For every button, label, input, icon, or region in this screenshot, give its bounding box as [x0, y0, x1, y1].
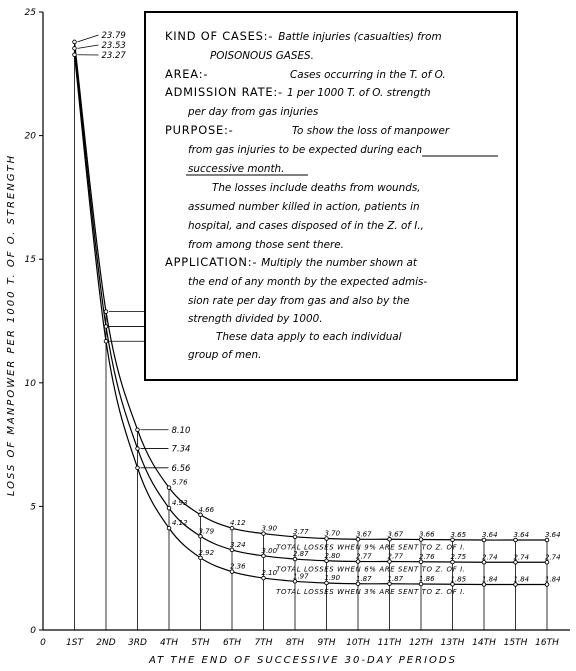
data-label: 4.12 — [230, 519, 246, 528]
info-purpose-line-2: from gas injuries to be expected during each — [188, 144, 423, 156]
y-tick-label: 10 — [24, 378, 36, 389]
data-point — [136, 428, 140, 432]
info-admission-line-2: per day from gas injuries — [188, 106, 319, 118]
data-label: 1.87 — [387, 574, 404, 583]
data-label: 3.79 — [198, 527, 215, 536]
data-label: 3.65 — [450, 530, 467, 539]
data-point — [136, 466, 140, 470]
x-tick-label: 10TH — [346, 638, 370, 648]
data-label: 1.86 — [419, 575, 435, 584]
data-label: 2.75 — [450, 553, 467, 562]
data-label: 23.27 — [101, 51, 126, 61]
data-point — [136, 447, 140, 451]
data-point — [73, 47, 77, 51]
info-admission-line: ADMISSION RATE:- 1 per 1000 T. of O. strength — [165, 85, 431, 99]
data-point — [104, 325, 108, 329]
data-point — [167, 526, 171, 530]
data-label: 23.79 — [101, 31, 126, 41]
data-label: 1.97 — [293, 572, 309, 581]
x-axis-title: AT THE END OF SUCCESSIVE 30-DAY PERIODS — [149, 655, 457, 666]
x-tick-label: 2ND — [96, 638, 116, 648]
data-label: 3.64 — [513, 531, 530, 540]
x-tick-label: 3RD — [128, 638, 147, 648]
x-tick-label: 4TH — [160, 638, 178, 648]
info-kind-big: POISONOUS GASES. — [210, 50, 314, 62]
x-tick-label: 11TH — [377, 638, 402, 648]
data-label: 2.74 — [482, 553, 498, 562]
x-tick-label: 15TH — [503, 638, 528, 648]
data-label: 2.92 — [198, 548, 215, 557]
info-losses-line-4: from among those sent there. — [188, 239, 344, 251]
x-tick-label: 12TH — [409, 638, 433, 648]
data-label: 4.12 — [172, 519, 188, 528]
data-label: 2.80 — [324, 551, 341, 560]
info-losses-line-2: assumed number killed in action, patients in — [188, 201, 420, 213]
x-tick-label: 16TH — [535, 638, 559, 648]
x-tick-label: 0 — [40, 638, 46, 648]
data-label: 4.66 — [198, 505, 215, 514]
info-kind-line: KIND OF CASES:- Battle injuries (casualties) from — [165, 29, 442, 43]
y-tick-label: 0 — [30, 626, 36, 636]
info-application-line-2: the end of any month by the expected admis- — [188, 276, 428, 288]
data-label: 7.34 — [171, 444, 191, 455]
info-application-line-6: group of men. — [188, 349, 262, 361]
data-label: 2.74 — [513, 553, 530, 562]
data-label: 3.90 — [261, 524, 278, 533]
series-caption-1: TOTAL LOSSES WHEN 9% ARE SENT TO Z. OF I. — [276, 543, 466, 552]
data-label: 8.10 — [171, 425, 191, 436]
data-point — [73, 40, 77, 44]
x-tick-labels — [40, 638, 559, 648]
data-label: 2.10 — [261, 569, 278, 578]
data-label: 3.70 — [324, 529, 341, 538]
data-label: 3.24 — [230, 540, 246, 549]
data-label: 2.77 — [387, 552, 404, 561]
data-point — [104, 339, 108, 343]
data-label-leader — [78, 35, 99, 42]
x-tick-label: 8TH — [286, 638, 304, 648]
info-box — [145, 12, 517, 380]
data-label: 3.67 — [387, 530, 404, 539]
x-tick-label: 13TH — [440, 638, 465, 648]
x-tick-label: 14TH — [472, 638, 496, 648]
data-label: 2.87 — [293, 550, 309, 559]
data-label: 4.93 — [172, 499, 188, 508]
data-label: 2.74 — [545, 553, 561, 562]
data-label: 2.77 — [356, 552, 372, 561]
data-point — [167, 486, 171, 490]
info-application-line: APPLICATION:- Multiply the number shown at — [165, 255, 417, 269]
series-caption-3: TOTAL LOSSES WHEN 3% ARE SENT TO Z. OF I. — [276, 587, 466, 596]
data-label: 3.00 — [261, 546, 278, 555]
data-label: 3.64 — [545, 531, 561, 540]
info-application-line-4: strength divided by 1000. — [188, 313, 323, 325]
y-tick-labels — [25, 8, 43, 636]
x-tick-label: 6TH — [223, 638, 241, 648]
x-tick-label: 7TH — [254, 638, 273, 648]
info-purpose-line: PURPOSE:- To show the loss of manpower — [165, 123, 450, 137]
data-label: 3.77 — [293, 527, 309, 536]
data-point — [73, 53, 77, 57]
data-label: 5.76 — [172, 478, 188, 487]
data-label: 23.53 — [101, 41, 126, 51]
y-axis-title: LOSS OF MANPOWER PER 1000 T. OF O. STRENGTH — [6, 153, 17, 497]
data-label: 2.36 — [230, 562, 246, 571]
series-captions — [276, 543, 465, 595]
series-caption-2: TOTAL LOSSES WHEN 6% ARE SENT TO Z. OF I. — [276, 565, 466, 574]
data-label: 3.66 — [419, 530, 435, 539]
info-losses-line-1: The losses include deaths from wounds, — [212, 182, 421, 194]
data-label: 6.56 — [171, 463, 191, 474]
data-label: 1.85 — [450, 575, 467, 584]
y-tick-label: 25 — [24, 8, 36, 18]
data-label: 1.87 — [356, 574, 372, 583]
data-label: 1.84 — [513, 575, 530, 584]
data-point — [167, 506, 171, 510]
data-label: 3.67 — [356, 530, 372, 539]
y-tick-label: 5 — [30, 502, 36, 513]
data-label: 1.84 — [482, 575, 498, 584]
data-point — [104, 310, 108, 314]
x-tick-label: 5TH — [191, 638, 210, 648]
y-tick-label: 20 — [24, 131, 36, 142]
data-label: 3.64 — [482, 531, 498, 540]
data-label: 2.76 — [419, 552, 435, 561]
data-label: 1.84 — [545, 575, 561, 584]
info-losses-line-3: hospital, and cases disposed of in the Z. of I., — [188, 220, 424, 232]
data-label: 1.90 — [324, 574, 341, 583]
x-tick-label: 1ST — [66, 638, 83, 648]
info-application-line-5: These data apply to each individual — [216, 331, 402, 343]
info-purpose-line-3: successive month. — [188, 163, 285, 175]
x-tick-label: 9TH — [317, 638, 336, 648]
info-application-line-3: sion rate per day from gas and also by the — [188, 295, 410, 307]
y-tick-label: 15 — [24, 255, 36, 266]
data-label-leader — [78, 45, 99, 48]
info-area-line: AREA:- Cases occurring in the T. of O. — [165, 67, 446, 81]
